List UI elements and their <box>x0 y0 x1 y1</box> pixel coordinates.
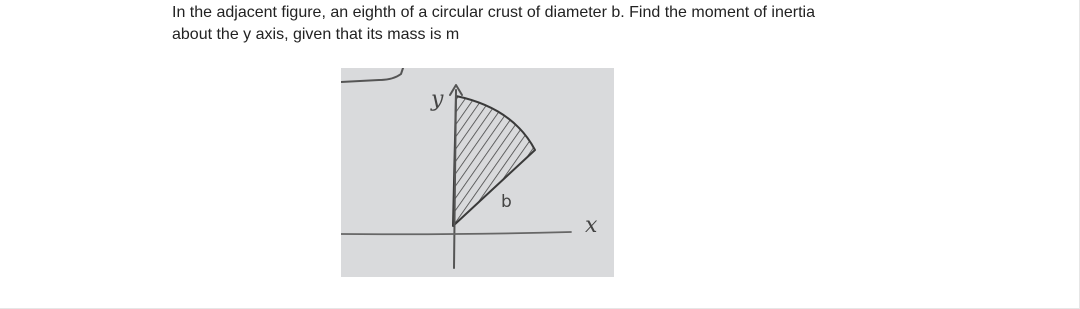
x-axis-label: x <box>585 213 598 238</box>
question-line-2: about the y axis, given that its mass is m <box>172 26 460 43</box>
stray-pen-mark <box>341 68 403 82</box>
figure-photo <box>341 68 614 277</box>
question-text <box>172 2 1052 46</box>
y-axis-label: y <box>431 87 444 112</box>
x-axis <box>341 232 571 234</box>
y-axis <box>454 90 456 268</box>
question-line-1: In the adjacent figure, an eighth of a circular crust of diameter b. Find the moment of inertia <box>172 4 816 21</box>
sketch <box>341 68 614 277</box>
hatched-sector <box>453 96 535 226</box>
dimension-label: b <box>501 192 512 212</box>
